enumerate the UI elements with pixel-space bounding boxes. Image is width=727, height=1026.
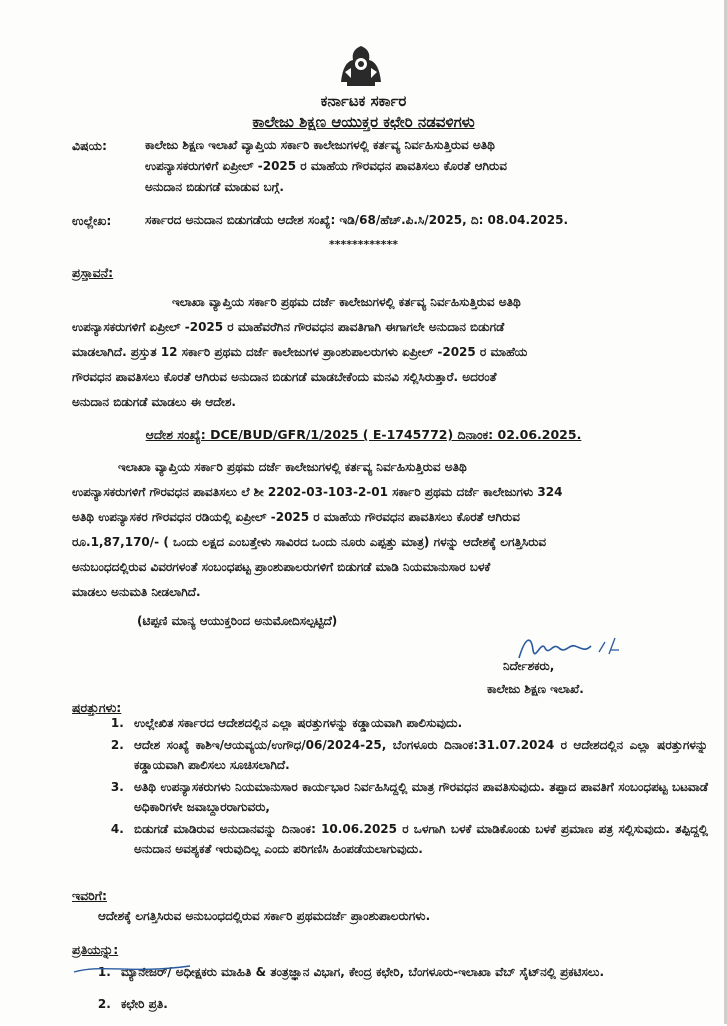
preamble-body [72, 290, 702, 415]
approval-note: (ಟಿಪ್ಪಣಿ ಮಾನ್ಯ ಆಯುಕ್ತರಿಂದ ಅನುಮೋದಿಸಲ್ಪಟ್ಟಿದೆ) [137, 614, 338, 628]
preamble-line: ಇಲಾಖಾ ವ್ಯಾಪ್ತಿಯ ಸರ್ಕಾರಿ ಪ್ರಥಮ ದರ್ಜೆ ಕಾಲೇಜುಗಳಲ್ಲಿ ಕರ್ತವ್ಯ ನಿರ್ವಹಿಸುತ್ತಿರುವ ಅತಿಥಿ [172, 295, 521, 309]
office-title: ಕಾಲೇಜು ಶಿಕ್ಷಣ ಆಯುಕ್ತರ ಕಛೇರಿ ನಡವಳಿಗಳು [252, 113, 475, 131]
subject-line: ಕಾಲೇಜು ಶಿಕ್ಷಣ ಇಲಾಖೆ ವ್ಯಾಪ್ತಿಯ ಸರ್ಕಾರಿ ಕಾಲೇಜುಗಳಲ್ಲಿ ಕರ್ತವ್ಯ ನಿರ್ವಹಿಸುತ್ತಿರುವ ಅತಿಥಿ [145, 138, 495, 152]
order-body [72, 455, 702, 605]
subject-line: ಅನುದಾನ ಬಿಡುಗಡೆ ಮಾಡುವ ಬಗ್ಗೆ. [145, 180, 284, 194]
subject-text [145, 135, 705, 198]
preamble-line: ಗೌರವಧನ ಪಾವತಿಸಲು ಕೊರತೆ ಆಗಿರುವ ಅನುದಾನ ಬಿಡುಗಡೆ ಮಾಡಬೇಕೆಂದು ಮನವಿ ಸಲ್ಲಿಸಿರುತ್ತಾರೆ. ಅದರಂತೆ [72, 370, 497, 384]
preamble-heading: ಪ್ರಸ್ತಾವನೆ: [72, 265, 114, 280]
condition-item: 4. ಬಿಡುಗಡೆ ಮಾಡಿರುವ ಅನುದಾನವನ್ನು ದಿನಾಂಕ: 10.06.2025 ರ ಒಳಗಾಗಿ ಬಳಕೆ ಮಾಡಿಕೊಂಡು ಬಳಕೆ ಪ್ರಮಾಣ ಪತ್ರ ಸಲ್ಲಿಸುವುದು. ತಪ್ಪಿದ್ದಲ್ಲಿ ಅನುದಾನ ಅವಶ್ಯಕತೆ ಇರುವುದಿಲ್ಲ ಎಂದು ಪರಿಗಣಿಸಿ ಹಿಂಪಡೆಯಲಾಗುವುದು. [128, 819, 708, 859]
subject-line: ಉಪನ್ಯಾಸಕರುಗಳಿಗೆ ಏಪ್ರೀಲ್ -2025 ರ ಮಾಹೆಯ ಗೌರವಧನ ಪಾವತಿಸಲು ಕೊರತೆ ಆಗಿರುವ [145, 159, 507, 173]
separator: ************ [328, 238, 399, 251]
signatory-department: ಕಾಲೇಜು ಶಿಕ್ಷಣ ಇಲಾಖೆ. [487, 682, 584, 696]
order-line: ಮಾಡಲು ಅನುಮತಿ ನೀಡಲಾಗಿದೆ. [72, 585, 201, 599]
condition-item: 1. ಉಲ್ಲೇಖಿತ ಸರ್ಕಾರದ ಆದೇಶದಲ್ಲಿನ ಎಲ್ಲಾ ಷರತ್ತುಗಳನ್ನು ಕಡ್ಡಾಯವಾಗಿ ಪಾಲಿಸುವುದು. [128, 713, 708, 733]
signatory-designation: ನಿರ್ದೇಶಕರು, [503, 659, 555, 673]
subject-label: ವಿಷಯ: [72, 138, 107, 153]
order-number: ಆದೇಶ ಸಂಖ್ಯೆ: DCE/BUD/GFR/1/2025 ( E-1745772) ದಿನಾಂಕ: 02.06.2025. [145, 427, 582, 442]
preamble-line: ಮಾಡಲಾಗಿದೆ. ಪ್ರಸ್ತುತ 12 ಸರ್ಕಾರಿ ಪ್ರಥಮ ದರ್ಜೆ ಕಾಲೇಜುಗಳ ಪ್ರಾಂಶುಪಾಲರುಗಳು ಏಪ್ರೀಲ್ -2025 ರ ಮಾಹೆಯ [72, 345, 528, 359]
copy-heading: ಪ್ರತಿಯನ್ನು: [72, 942, 119, 957]
government-title: ಕರ್ನಾಟಕ ಸರ್ಕಾರ [320, 92, 407, 110]
condition-item: 3. ಅತಿಥಿ ಉಪನ್ಯಾಸಕರುಗಳು ನಿಯಮಾನುಸಾರ ಕಾರ್ಯಭಾರ ನಿರ್ವಹಿಸಿದ್ದಲ್ಲಿ ಮಾತ್ರ ಗೌರವಧನ ಪಾವತಿಸುವುದು. ತಪ್ಪಾದ ಪಾವತಿಗೆ ಸಂಬಂಧಪಟ್ಟ ಬಟವಾಡೆ ಅಧಿಕಾರಿಗಳೇ ಜವಾಬ್ದಾರರಾಗುವರು, [128, 777, 708, 817]
recipients-text: ಆದೇಶಕ್ಕೆ ಲಗತ್ತಿಸಿರುವ ಅನುಬಂಧದಲ್ಲಿರುವ ಸರ್ಕಾರಿ ಪ್ರಥಮದರ್ಜೆ ಪ್ರಾಂಶುಪಾಲರುಗಳು. [98, 909, 431, 923]
order-line: ಅನುಬಂಧದಲ್ಲಿರುವ ವಿವರಗಳಂತೆ ಸಂಬಂಧಪಟ್ಟ ಪ್ರಾಂಶುಪಾಲರುಗಳಿಗೆ ಬಿಡುಗಡೆ ಮಾಡಿ ನಿಯಮಾನುಸಾರ ಬಳಕೆ [72, 560, 491, 574]
preamble-line: ಅನುದಾನ ಬಿಡುಗಡೆ ಮಾಡಲು ಈ ಆದೇಶ. [72, 395, 236, 409]
order-line: ರೂ.1,87,170/- ( ಒಂದು ಲಕ್ಷದ ಎಂಬತ್ತೇಳು ಸಾವಿರದ ಒಂದು ನೂರು ಎಪ್ಪತ್ತು ಮಾತ್ರ) ಗಳನ್ನು ಆದೇಶಕ್ಕೆ ಲಗತ್ತಿಸಿರುವ [72, 535, 547, 549]
recipients-heading: ಇವರಿಗೆ: [72, 888, 108, 903]
reference-label: ಉಲ್ಲೇಖ: [72, 213, 112, 228]
order-line: ಇಲಾಖಾ ವ್ಯಾಪ್ತಿಯ ಸರ್ಕಾರಿ ಪ್ರಥಮ ದರ್ಜೆ ಕಾಲೇಜುಗಳಲ್ಲಿ ಕರ್ತವ್ಯ ನಿರ್ವಹಿಸುತ್ತಿರುವ ಅತಿಥಿ [118, 460, 467, 474]
pen-strike-mark [72, 962, 192, 976]
order-line: ಅತಿಥಿ ಉಪನ್ಯಾಸಕರ ಗೌರವಧನ ರಡಿಯಲ್ಲಿ ಏಪ್ರೀಲ್ -2025 ರ ಮಾಹೆಯ ಗೌರವಧನ ಪಾವತಿಸಲು ಕೊರತೆ ಆಗಿರುವ [72, 510, 520, 524]
copy-item: 2. ಕಛೇರಿ ಪ್ರತಿ. [115, 994, 695, 1014]
reference-text: ಸರ್ಕಾರದ ಅನುದಾನ ಬಿಡುಗಡೆಯ ಆದೇಶ ಸಂಖ್ಯೆ: ಇಡಿ/68/ಹೆಚ್.ಪಿ.ಸಿ/2025, ದಿ: 08.04.2025. [145, 213, 569, 227]
preamble-line: ಉಪನ್ಯಾಸಕರುಗಳಿಗೆ ಏಪ್ರೀಲ್ -2025 ರ ಮಾಹೆವರೆಗಿನ ಗೌರವಧನ ಪಾವತಿಗಾಗಿ ಈಗಾಗಲೇ ಅನುದಾನ ಬಿಡುಗಡೆ [72, 320, 505, 334]
state-emblem-icon [333, 42, 389, 90]
order-line: ಉಪನ್ಯಾಸಕರುಗಳಿಗೆ ಗೌರವಧನ ಪಾವತಿಸಲು ಲೆ ಶೀ 2202-03-103-2-01 ಸರ್ಕಾರಿ ಪ್ರಥಮ ದರ್ಜೆ ಕಾಲೇಜುಗಳು 324 [72, 485, 563, 499]
condition-item: 2. ಆದೇಶ ಸಂಖ್ಯೆ ಕಾಶಿಇ/ಆಯವ್ಯಯ/ಉಗೌಧ/06/2024-25, ಬೆಂಗಳೂರು ದಿನಾಂಕ:31.07.2024 ರ ಆದೇಶದಲ್ಲಿನ ಎಲ್ಲಾ ಷರತ್ತುಗಳನ್ನು ಕಡ್ಡಾಯವಾಗಿ ಪಾಲಿಸಲು ಸೂಚಿಸಲಾಗಿದೆ. [128, 735, 708, 775]
copy-item: 1. ಮ್ಯಾನೇಜರ್/ ಅಧೀಕ್ಷಕರು ಮಾಹಿತಿ & ತಂತ್ರಜ್ಞಾನ ವಿಭಾಗ, ಕೇಂದ್ರ ಕಛೇರಿ, ಬೆಂಗಳೂರು-ಇಲಾಖಾ ವೆಬ್ ಸೈಟ್‌ನಲ್ಲಿ ಪ್ರಕಟಿಸಲು. [115, 962, 695, 982]
conditions-heading: ಷರತ್ತುಗಳು: [72, 700, 122, 715]
conditions-list [108, 713, 708, 861]
